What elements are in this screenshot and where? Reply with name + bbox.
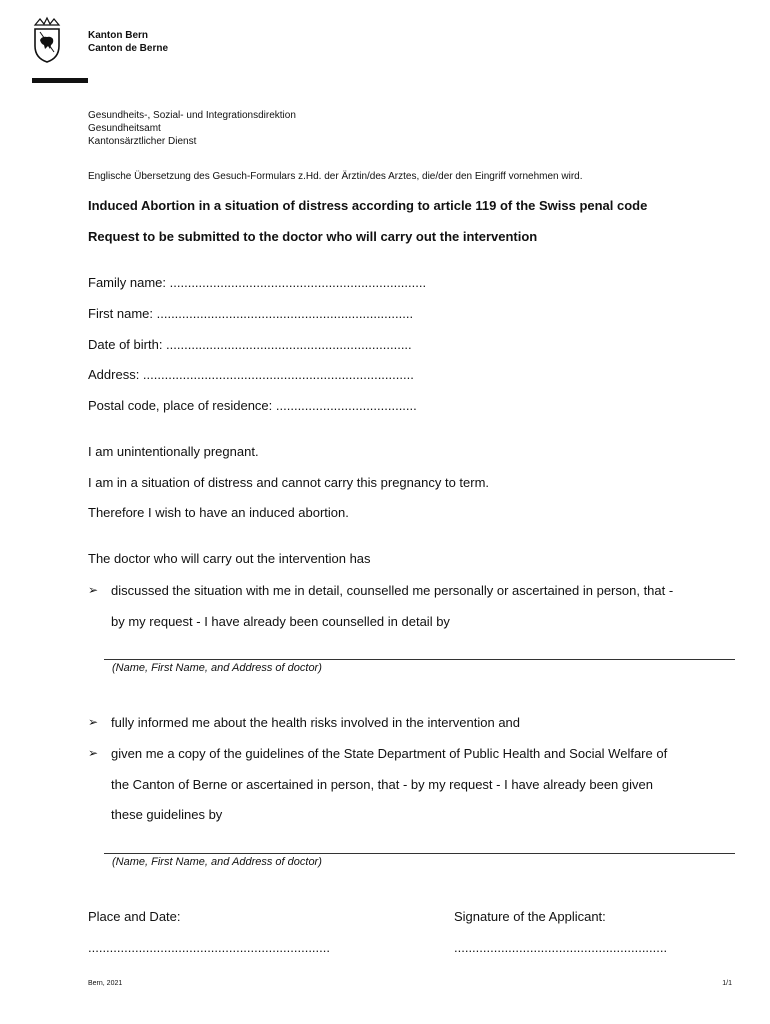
address-blank[interactable]: ........................................................................... (139, 367, 414, 382)
statement-pregnant: I am unintentionally pregnant. (88, 444, 259, 459)
doctor-caption-1: (Name, First Name, and Address of doctor) (112, 662, 322, 674)
applicant-signature-blank[interactable]: ........................................................... (454, 940, 668, 955)
document-title: Induced Abortion in a situation of distress according to article 119 of the Swiss penal code (88, 198, 648, 213)
bullet-health-risks: fully informed me about the health risks involved in the intervention and (111, 715, 521, 730)
date-of-birth-label: Date of birth: (88, 337, 163, 352)
document-subtitle: Request to be submitted to the doctor who will carry out the intervention (88, 229, 538, 244)
translation-note: Englische Übersetzung des Gesuch-Formulars z.Hd. der Ärztin/des Arztes, die/der den Eingriff vornehmen wird. (88, 171, 583, 182)
page-number: 1/1 (722, 980, 732, 987)
date-of-birth-blank[interactable]: .................................................................... (162, 337, 412, 352)
doctor-signature-line-2[interactable] (104, 853, 735, 854)
bullet-counselled-line1: discussed the situation with me in detail, counselled me personally or ascertained in person, that - (111, 583, 674, 598)
doctor-signature-line-1[interactable] (104, 659, 735, 660)
org-name-fr: Canton de Berne (88, 43, 169, 54)
bullet-guidelines-line2: the Canton of Berne or ascertained in person, that - by my request - I have already been given (111, 777, 653, 792)
address-label: Address: (88, 367, 140, 382)
family-name-blank[interactable]: ....................................................................... (166, 275, 427, 290)
bullet-guidelines-line1: given me a copy of the guidelines of the State Department of Public Health and Social Welfare of (111, 746, 668, 761)
office-name: Gesundheitsamt (88, 123, 161, 134)
first-name-field[interactable] (88, 306, 413, 321)
canton-bern-coat-of-arms-icon (32, 16, 62, 64)
bullet-arrow-icon: ➢ (88, 715, 99, 729)
first-name-blank[interactable]: ....................................................................... (153, 306, 414, 321)
address-field[interactable] (88, 367, 414, 382)
place-date-label: Place and Date: (88, 909, 181, 924)
statement-distress: I am in a situation of distress and cannot carry this pregnancy to term. (88, 475, 490, 490)
bullet-counselled-line2: by my request - I have already been counselled in detail by (111, 614, 450, 629)
org-name-de: Kanton Bern (88, 30, 148, 41)
footer-place-year: Bern, 2021 (88, 980, 123, 987)
doctor-intro: The doctor who will carry out the intervention has (88, 551, 371, 566)
place-date-blank[interactable]: ................................................................... (88, 940, 330, 955)
statement-wish: Therefore I wish to have an induced abortion. (88, 505, 349, 520)
department-name: Gesundheits-, Sozial- und Integrationsdirektion (88, 110, 296, 121)
postal-code-blank[interactable]: ....................................... (272, 398, 417, 413)
doctor-caption-2: (Name, First Name, and Address of doctor) (112, 856, 322, 868)
service-name: Kantonsärztlicher Dienst (88, 136, 197, 147)
first-name-label: First name: (88, 306, 154, 321)
bullet-arrow-icon: ➢ (88, 583, 99, 597)
postal-code-field[interactable] (88, 398, 417, 413)
bullet-arrow-icon: ➢ (88, 746, 99, 760)
family-name-label: Family name: (88, 275, 167, 290)
family-name-field[interactable] (88, 275, 426, 290)
postal-code-label: Postal code, place of residence: (88, 398, 273, 413)
bullet-guidelines-line3: these guidelines by (111, 807, 223, 822)
date-of-birth-field[interactable] (88, 337, 412, 352)
applicant-signature-label: Signature of the Applicant: (454, 909, 606, 924)
header-rule (32, 78, 88, 83)
